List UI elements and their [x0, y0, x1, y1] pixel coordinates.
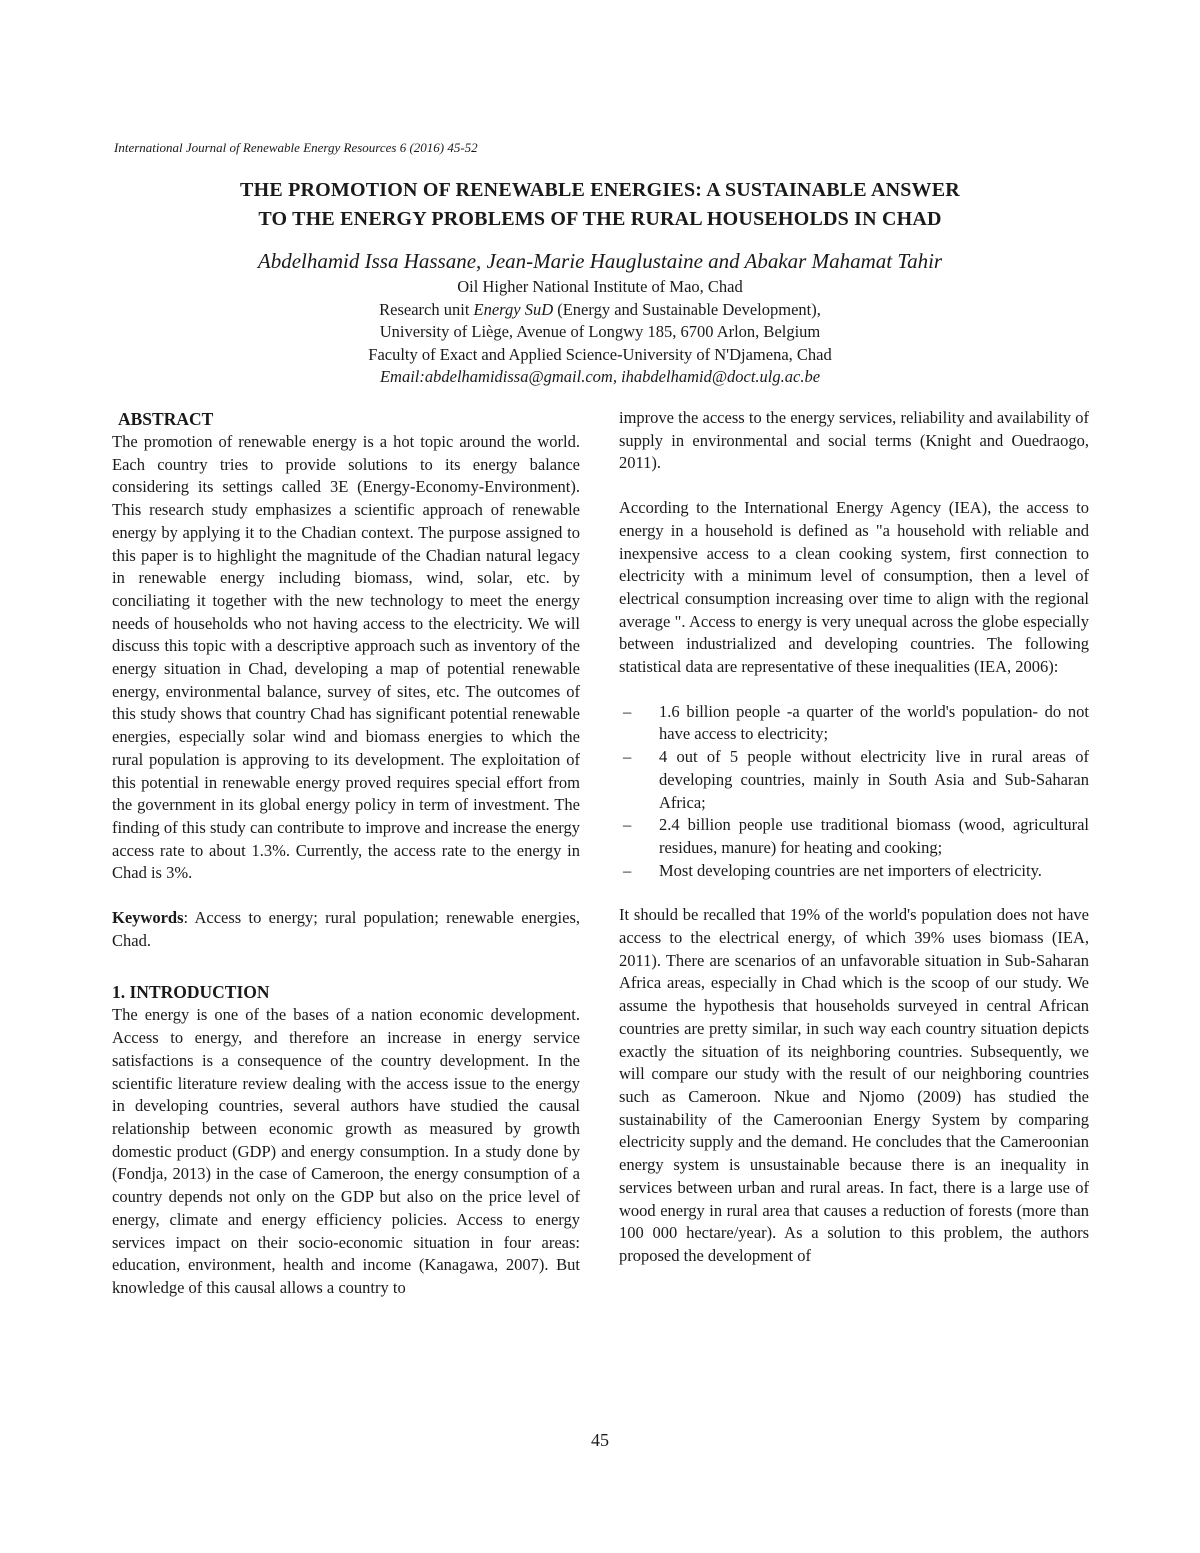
keywords-label: Keywords: [112, 908, 184, 928]
author-email: Email:abdelhamidissa@gmail.com, ihabdelhamid@doct.ulg.ac.be: [379, 367, 821, 387]
list-item: [619, 814, 1089, 859]
research-unit-name: Energy SuD: [473, 299, 554, 319]
right-paragraph-1: improve the access to the energy services, reliability and availability of supply in environmental and social terms (Knight and Ouedraogo, 2011).: [619, 408, 1089, 473]
keywords-text: : Access to energy; rural population; renewable energies, Chad.: [112, 908, 580, 950]
list-item-text: Most developing countries are net importers of electricity.: [659, 860, 1042, 880]
bullet-dash: –: [623, 815, 632, 835]
paper-title: [100, 176, 1100, 234]
introduction-text: The energy is one of the bases of a nation economic development. Access to energy, and therefore an increase in energy service satisfactions is a consequence of the country development. In the scientific literature review dealing with the access issue to the energy in developing countries, several authors have studied the causal relationship between economic growth as measured by growth domestic product (GDP) and energy consumption. In a study done by (Fondja, 2013) in the case of Cameroon, the energy consumption of a country depends not only on the GDP but also on the price level of energy, climate and energy efficiency policies. Access to energy services impact on their socio-economic situation in four areas: education, environment, health and income (Kanagawa, 2007). But knowledge of this causal allows a country to: [112, 1005, 580, 1297]
title-line-2: TO THE ENERGY PROBLEMS OF THE RURAL HOUSEHOLDS IN CHAD: [258, 208, 942, 230]
bullet-dash: –: [623, 860, 632, 880]
left-column: [112, 407, 580, 1300]
abstract-text: The promotion of renewable energy is a hot topic around the world. Each country tries to provide solutions to its energy balance considering its settings called 3E (Energy-Economy-Environment). This research study emphasizes a scientific approach of renewable energy by applying it to the Chadian context. The purpose assigned to this paper is to highlight the magnitude of the Chadian natural legacy in renewable energy including biomass, wind, solar, etc. by conciliating it together with the new technology to meet the energy needs of households who not having access to the electricity. We will discuss this topic with a descriptive approach such as inventory of the energy situation in Chad, developing a map of potential renewable energy, environmental balance, survey of sites, etc. The outcomes of this study shows that country Chad has significant potential renewable energies, especially solar wind and biomass energies to which the rural population is approving to its development. The exploitation of this potential in renewable energy proved requires special effort from the government in its global energy policy in term of investment. The finding of this study can contribute to improve and increase the energy access rate to about 1.3%. Currently, the access rate to the energy in Chad is 3%.: [112, 432, 580, 883]
affiliation-2-prefix: Research unit: [379, 299, 474, 319]
abstract-heading: ABSTRACT: [118, 409, 214, 429]
right-paragraph-3: It should be recalled that 19% of the world's population does not have access to the electrical energy, of which 39% uses biomass (IEA, 2011). There are scenarios of an unfavorable situation in Sub-Saharan Africa areas, especially in Chad which is the scoop of our study. We assume the hypothesis that households surveyed in central African countries are pretty similar, in such way each country situation depicts exactly the situation of its neighboring countries. Subsequently, we will compare our study with the result of our neighboring countries such as Cameroon. Nkue and Njomo (2009) has studied the sustainability of the Cameroonian Energy System by comparing electricity supply and the demand. He concludes that the Cameroonian energy system is unsustainable because there is an inequality in services between urban and rural areas. In fact, there is a large use of wood energy in rural area that causes a reduction of forests (more than 100 000 hectare/year). As a solution to this problem, the authors proposed the development of: [619, 905, 1089, 1265]
page-number: 45: [591, 1430, 609, 1450]
introduction-heading: 1. INTRODUCTION: [112, 982, 270, 1003]
statistics-list: [619, 701, 1089, 883]
list-item: [619, 701, 1089, 746]
right-column: [619, 407, 1089, 1268]
author-list: Abdelhamid Issa Hassane, Jean-Marie Hauglustaine and Abakar Mahamat Tahir: [257, 249, 943, 273]
list-item-text: 2.4 billion people use traditional biomass (wood, agricultural residues, manure) for heating and cooking;: [659, 815, 1089, 857]
bullet-dash: –: [623, 747, 632, 767]
title-line-1: THE PROMOTION OF RENEWABLE ENERGIES: A SUSTAINABLE ANSWER: [240, 179, 960, 201]
affiliations: [100, 276, 1100, 389]
right-paragraph-2: According to the International Energy Agency (IEA), the access to energy in a household is defined as "a household with reliable and inexpensive access to a clean cooking system, first connection to electricity with a minimum level of consumption, then a level of electrical consumption increasing over time to align with the regional average ". Access to energy is very unequal across the globe especially between industrialized and developing countries. The following statistical data are representative of these inequalities (IEA, 2006):: [619, 498, 1089, 677]
list-item: [619, 860, 1089, 883]
affiliation-2-suffix: (Energy and Sustainable Development),: [553, 299, 821, 319]
affiliation-4: Faculty of Exact and Applied Science-University of N'Djamena, Chad: [368, 344, 832, 364]
journal-citation: International Journal of Renewable Energy Resources 6 (2016) 45-52: [114, 140, 478, 155]
affiliation-1: Oil Higher National Institute of Mao, Chad: [457, 277, 743, 296]
keywords: [112, 907, 580, 952]
list-item: [619, 746, 1089, 814]
affiliation-2: [100, 299, 1100, 322]
bullet-dash: –: [623, 701, 632, 721]
affiliation-3: University of Liège, Avenue of Longwy 185, 6700 Arlon, Belgium: [379, 322, 821, 342]
list-item-text: 1.6 billion people -a quarter of the world's population- do not have access to electricity;: [659, 701, 1089, 744]
list-item-text: 4 out of 5 people without electricity live in rural areas of developing countries, mainly in South Asia and Sub-Saharan Africa;: [659, 747, 1089, 812]
